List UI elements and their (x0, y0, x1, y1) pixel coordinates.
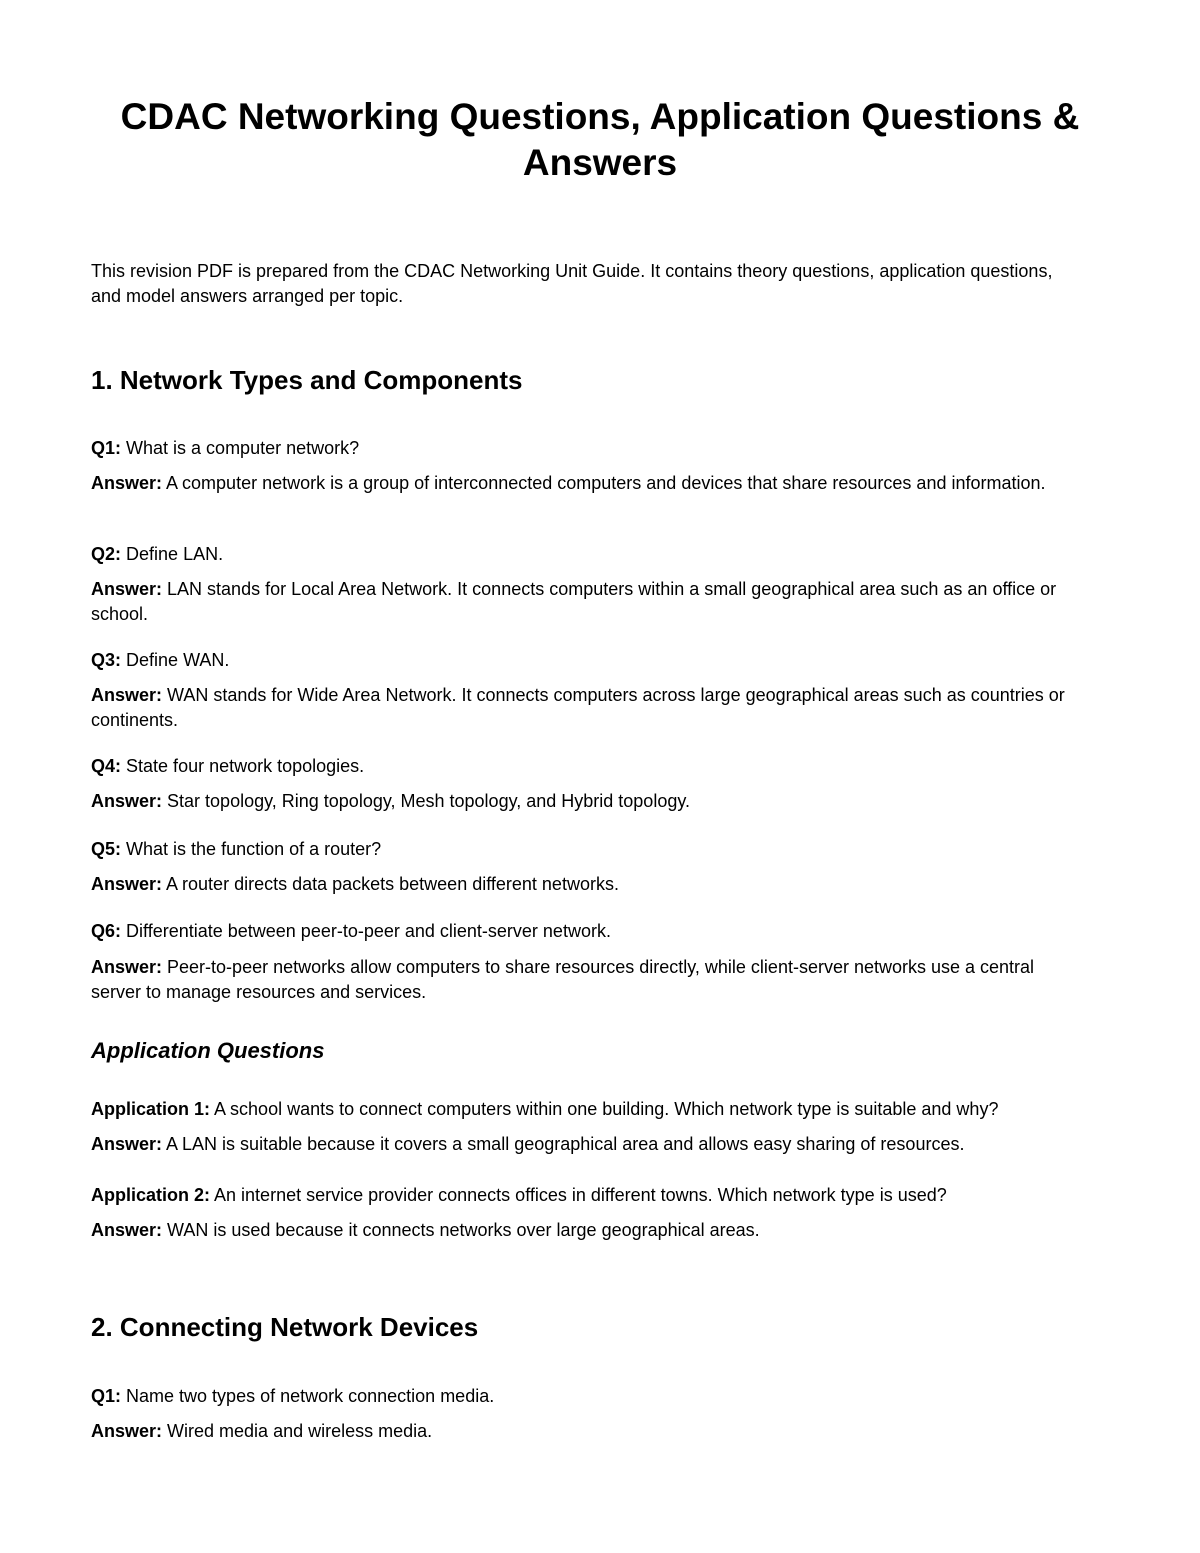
answer-label: Answer: (91, 579, 163, 599)
application-questions-heading: Application Questions (91, 1038, 325, 1063)
question-text: Define LAN. (126, 544, 224, 564)
question-label: Q3: (91, 650, 122, 670)
question-6 (91, 919, 1081, 944)
answer-4 (91, 789, 1081, 814)
question-text: Define WAN. (126, 650, 230, 670)
answer-label: Answer: (91, 791, 163, 811)
answer-2 (91, 577, 1081, 627)
question-label: Q6: (91, 921, 122, 941)
application-text: A school wants to connect computers within one building. Which network type is suitable and why? (214, 1099, 999, 1119)
answer-label: Answer: (91, 1220, 163, 1240)
answer-label: Answer: (91, 874, 163, 894)
intro-paragraph: This revision PDF is prepared from the CDAC Networking Unit Guide. It contains theory questions, application questions, and model answers arranged per topic. (91, 261, 1053, 306)
answer-5 (91, 872, 1081, 897)
answer-6 (91, 955, 1081, 1005)
answer-text: Star topology, Ring topology, Mesh topology, and Hybrid topology. (167, 791, 691, 811)
answer-3 (91, 683, 1081, 733)
application-1-answer (91, 1132, 1081, 1157)
question-5 (91, 837, 1081, 862)
answer-text: Wired media and wireless media. (167, 1421, 433, 1441)
answer-text: A LAN is suitable because it covers a small geographical area and allows easy sharing of resources. (166, 1134, 965, 1154)
application-label: Application 2: (91, 1185, 211, 1205)
question-label: Q5: (91, 839, 122, 859)
question-label: Q1: (91, 438, 122, 458)
question-text: Name two types of network connection media. (126, 1386, 495, 1406)
application-2 (91, 1183, 1081, 1208)
question-text: What is a computer network? (126, 438, 360, 458)
answer-text: WAN is used because it connects networks over large geographical areas. (167, 1220, 760, 1240)
answer-label: Answer: (91, 957, 163, 977)
answer-label: Answer: (91, 685, 163, 705)
question-3 (91, 648, 1081, 673)
question-text: State four network topologies. (126, 756, 365, 776)
question-text: Differentiate between peer-to-peer and client-server network. (126, 921, 611, 941)
question-label: Q4: (91, 756, 122, 776)
section-heading-network-types: 1. Network Types and Components (91, 365, 523, 395)
section2-answer-1 (91, 1419, 1081, 1444)
answer-label: Answer: (91, 1421, 163, 1441)
answer-text: WAN stands for Wide Area Network. It connects computers across large geographical areas such as countries or continents. (91, 685, 1065, 730)
answer-text: LAN stands for Local Area Network. It connects computers within a small geographical area such as an office or school. (91, 579, 1057, 624)
answer-text: Peer-to-peer networks allow computers to share resources directly, while client-server networks use a central server to manage resources and services. (91, 957, 1035, 1002)
answer-1 (91, 471, 1081, 496)
answer-text: A router directs data packets between different networks. (166, 874, 619, 894)
application-2-answer (91, 1218, 1081, 1243)
document-title: CDAC Networking Questions, Application Questions & Answers (120, 96, 1080, 183)
answer-text: A computer network is a group of interconnected computers and devices that share resources and information. (166, 473, 1046, 493)
section-heading-connecting-devices: 2. Connecting Network Devices (91, 1312, 479, 1342)
question-label: Q2: (91, 544, 122, 564)
answer-label: Answer: (91, 1134, 163, 1154)
section2-question-1 (91, 1384, 1081, 1409)
question-4 (91, 754, 1081, 779)
question-1 (91, 436, 1081, 461)
question-2 (91, 542, 1081, 567)
application-1 (91, 1097, 1081, 1122)
question-text: What is the function of a router? (126, 839, 382, 859)
application-text: An internet service provider connects offices in different towns. Which network type is used? (214, 1185, 947, 1205)
application-label: Application 1: (91, 1099, 211, 1119)
question-label: Q1: (91, 1386, 122, 1406)
answer-label: Answer: (91, 473, 163, 493)
